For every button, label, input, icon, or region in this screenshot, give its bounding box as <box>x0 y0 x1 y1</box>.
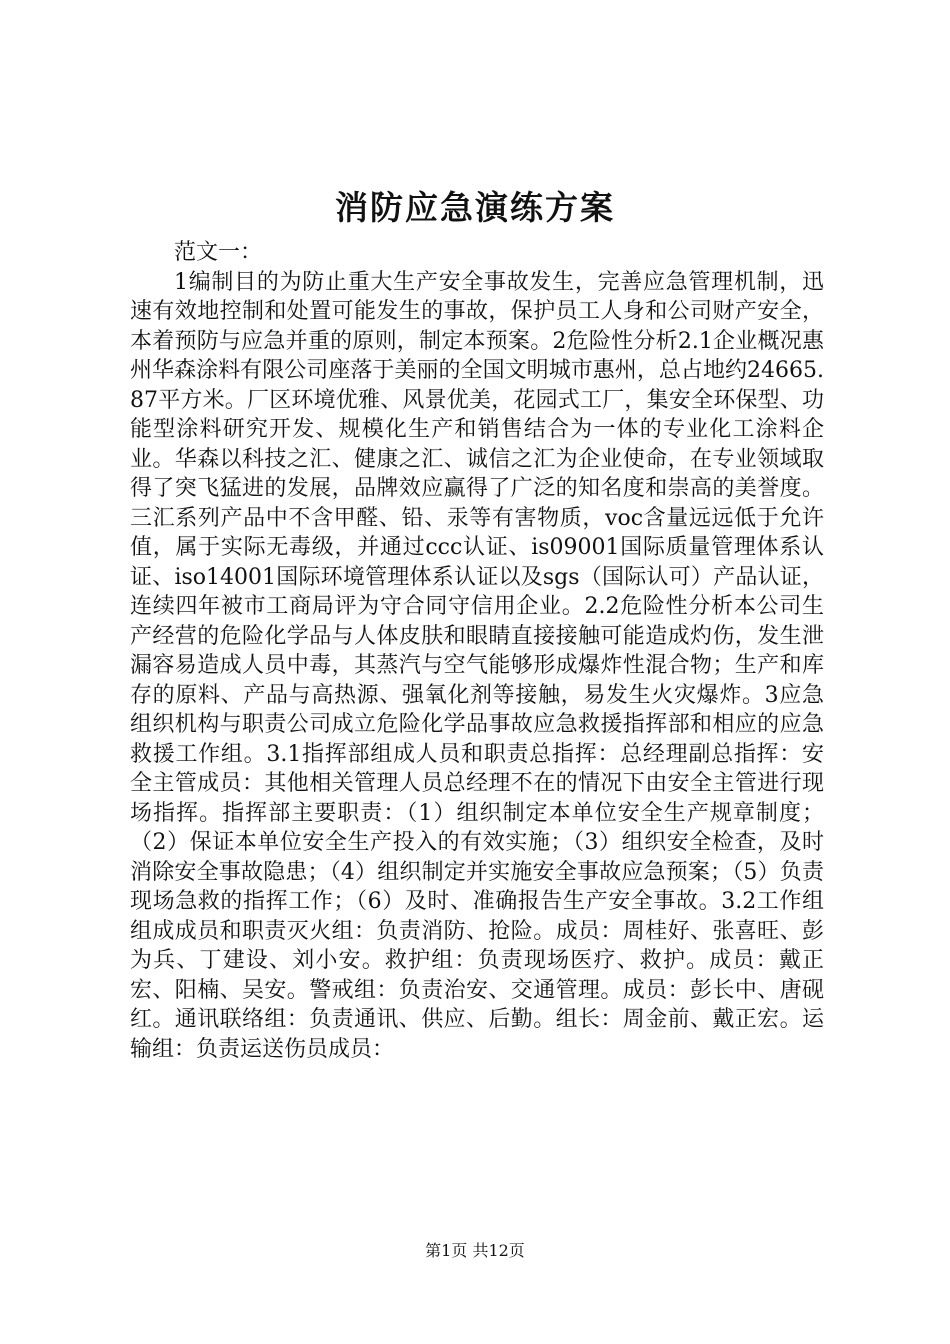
subheading: 范文一： <box>174 240 263 265</box>
document-title: 消防应急演练方案 <box>335 188 615 227</box>
body-paragraph: 1编制目的为防止重大生产安全事故发生，完善应急管理机制，迅速有效地控制和处置可能发生的事故，保护员工人身和公司财产安全，本着预防与应急并重的原则，制定本预案。2危险性分析2.1企业概况惠州华森涂料有限公司座落于美丽的全国文明城市惠州，总占地约24665.87平方米。厂区环境优雅、风景优美，花园式工厂，集安全环保型、功能型涂料研究开发、规模化生产和销售结合为一体的专业化工涂料企业。华森以科技之汇、健康之汇、诚信之汇为企业使命，在专业领域取得了突飞猛进的发展，品牌效应赢得了广泛的知名度和崇高的美誉度。三汇系列产品中不含甲醛、铅、汞等有害物质，voc含量远远低于允许值，属于实际无毒级，并通过ccc认证、is09001国际质量管理体系认证、iso14001国际环境管理体系认证以及sgs（国际认可）产品认证，连续四年被市工商局评为守合同守信用企业。2.2危险性分析本公司生产经营的危险化学品与人体皮肤和眼睛直接接触可能造成灼伤，发生泄漏容易造成人员中毒，其蒸汽与空气能够形成爆炸性混合物；生产和库存的原料、产品与高热源、强氧化剂等接触，易发生火灾爆炸。3应急组织机构与职责公司成立危险化学品事故应急救援指挥部和相应的应急救援工作组。3.1指挥部组成人员和职责总指挥：总经理副总指挥：安全主管成员：其他相关管理人员总经理不在的情况下由安全主管进行现场指挥。指挥部主要职责：（1）组织制定本单位安全生产规章制度；（2）保证本单位安全生产投入的有效实施；（3）组织安全检查，及时消除安全事故隐患；（4）组织制定并实施安全事故应急预案；（5）负责现场急救的指挥工作；（6）及时、准确报告生产安全事故。3.2工作组组成成员和职责灭火组：负责消防、抢险。成员：周桂好、张喜旺、彭为兵、丁建设、刘小安。救护组：负责现场医疗、救护。成员：戴正宏、阳楠、吴安。警戒组：负责治安、交通管理。成员：彭长中、唐砚红。通讯联络组：负责通讯、供应、后勤。组长：周金前、戴正宏。运输组：负责运送伤员成员： <box>130 269 824 1062</box>
page-footer: 第1页 共12页 <box>425 1241 525 1260</box>
document-body <box>130 238 824 1064</box>
